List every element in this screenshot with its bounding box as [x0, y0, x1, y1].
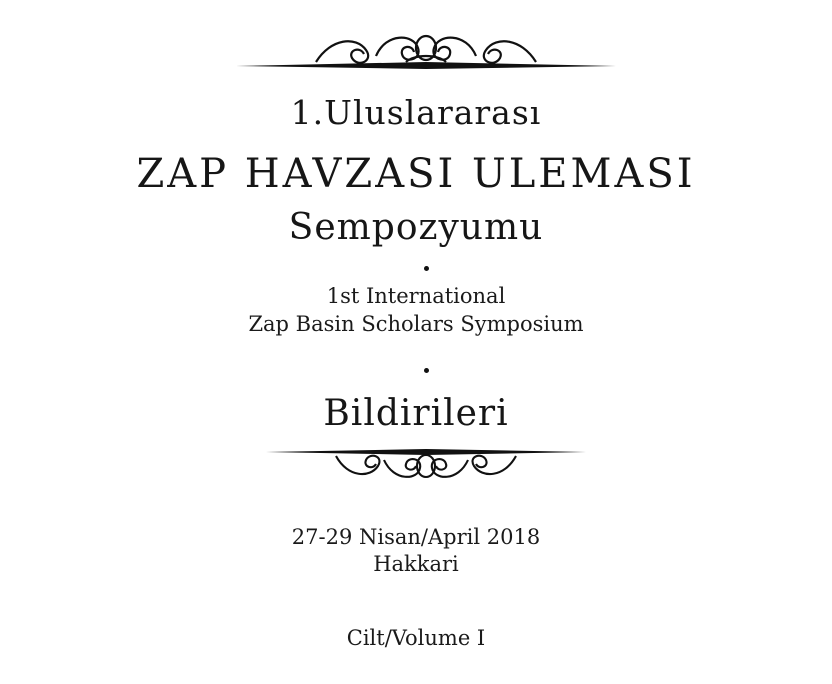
- proceedings-heading: Bildirileri: [323, 393, 509, 434]
- title-line-1: [0, 93, 832, 133]
- event-dates: 27-29 Nisan/April 2018: [291, 525, 541, 549]
- separator-dot-1: [424, 266, 429, 271]
- volume-label: Cilt/Volume I: [346, 626, 486, 650]
- top-flourish-ornament-icon: [236, 26, 616, 76]
- title-international-word: Uluslararası: [324, 93, 542, 132]
- english-title-line-2: Zap Basin Scholars Symposium: [248, 312, 584, 336]
- event-location: Hakkari: [373, 552, 459, 576]
- english-title-line-1: 1st International: [326, 284, 506, 308]
- separator-dot-2: [424, 368, 429, 373]
- title-number-prefix: 1.: [290, 93, 325, 132]
- title-line-2: ZAP HAVZASI ULEMASI: [136, 151, 696, 197]
- title-line-3: Sempozyumu: [288, 207, 544, 248]
- bottom-flourish-ornament-icon: [266, 440, 586, 486]
